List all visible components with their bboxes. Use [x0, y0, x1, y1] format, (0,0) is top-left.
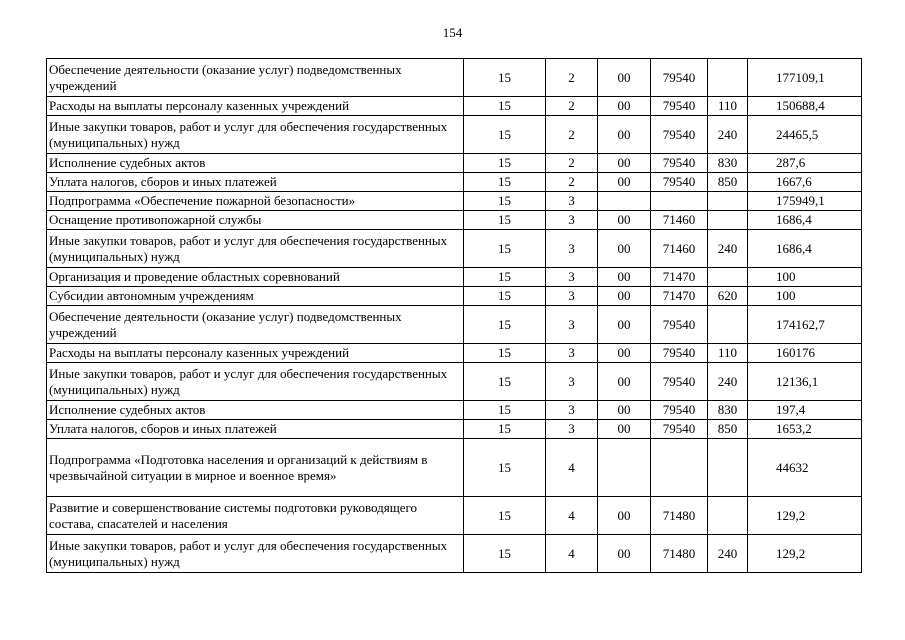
row-code: 79540 [651, 59, 708, 97]
row-code: 71470 [651, 287, 708, 306]
row-sub [598, 192, 651, 211]
row-amount: 100 [748, 268, 862, 287]
budget-table [46, 58, 862, 573]
row-gr: 15 [464, 287, 546, 306]
row-type: 110 [708, 344, 748, 363]
table-row [47, 497, 862, 535]
page-number: 154 [442, 25, 463, 40]
table-row [47, 268, 862, 287]
row-pr: 3 [546, 268, 598, 287]
row-name: Иные закупки товаров, работ и услуг для обеспечения государственных (муниципальных) нужд [47, 363, 464, 401]
row-amount: 100 [748, 287, 862, 306]
row-type [708, 439, 748, 497]
row-amount: 1667,6 [748, 173, 862, 192]
row-amount: 197,4 [748, 401, 862, 420]
row-amount: 1686,4 [748, 211, 862, 230]
row-amount: 1686,4 [748, 230, 862, 268]
row-pr: 4 [546, 439, 598, 497]
row-amount: 24465,5 [748, 116, 862, 154]
row-sub: 00 [598, 287, 651, 306]
row-code: 79540 [651, 344, 708, 363]
row-gr: 15 [464, 306, 546, 344]
row-code: 71480 [651, 535, 708, 573]
row-amount: 12136,1 [748, 363, 862, 401]
row-code: 71480 [651, 497, 708, 535]
row-type: 240 [708, 230, 748, 268]
row-pr: 2 [546, 97, 598, 116]
row-code: 79540 [651, 116, 708, 154]
row-amount: 174162,7 [748, 306, 862, 344]
row-gr: 15 [464, 401, 546, 420]
row-name: Исполнение судебных актов [47, 154, 464, 173]
row-gr: 15 [464, 97, 546, 116]
row-sub: 00 [598, 363, 651, 401]
row-pr: 2 [546, 59, 598, 97]
row-gr: 15 [464, 230, 546, 268]
row-sub: 00 [598, 535, 651, 573]
row-code: 79540 [651, 306, 708, 344]
row-type: 620 [708, 287, 748, 306]
row-sub: 00 [598, 401, 651, 420]
row-pr: 3 [546, 306, 598, 344]
row-sub: 00 [598, 268, 651, 287]
row-gr: 15 [464, 268, 546, 287]
row-name: Подпрограмма «Обеспечение пожарной безопасности» [47, 192, 464, 211]
row-pr: 3 [546, 420, 598, 439]
row-name: Уплата налогов, сборов и иных платежей [47, 420, 464, 439]
table-row [47, 97, 862, 116]
row-pr: 3 [546, 211, 598, 230]
row-sub: 00 [598, 154, 651, 173]
table-row [47, 116, 862, 154]
row-code [651, 192, 708, 211]
table-row [47, 173, 862, 192]
row-sub: 00 [598, 306, 651, 344]
row-gr: 15 [464, 211, 546, 230]
row-code [651, 439, 708, 497]
row-gr: 15 [464, 363, 546, 401]
row-amount: 129,2 [748, 497, 862, 535]
row-amount: 160176 [748, 344, 862, 363]
row-type: 240 [708, 535, 748, 573]
row-pr: 2 [546, 154, 598, 173]
row-pr: 2 [546, 173, 598, 192]
row-name: Оснащение противопожарной службы [47, 211, 464, 230]
row-sub: 00 [598, 59, 651, 97]
row-gr: 15 [464, 59, 546, 97]
table-row [47, 420, 862, 439]
row-pr: 2 [546, 116, 598, 154]
row-code: 79540 [651, 173, 708, 192]
row-name: Расходы на выплаты персоналу казенных учреждений [47, 97, 464, 116]
row-code: 79540 [651, 401, 708, 420]
row-code: 71470 [651, 268, 708, 287]
row-pr: 3 [546, 230, 598, 268]
table-row [47, 192, 862, 211]
table-row [47, 363, 862, 401]
row-amount: 44632 [748, 439, 862, 497]
row-type: 830 [708, 401, 748, 420]
row-name: Уплата налогов, сборов и иных платежей [47, 173, 464, 192]
row-pr: 4 [546, 535, 598, 573]
row-type: 850 [708, 420, 748, 439]
table-row [47, 306, 862, 344]
row-type [708, 211, 748, 230]
row-type: 850 [708, 173, 748, 192]
row-pr: 3 [546, 401, 598, 420]
row-pr: 4 [546, 497, 598, 535]
row-type: 240 [708, 116, 748, 154]
row-name: Обеспечение деятельности (оказание услуг) подведомственных учреждений [47, 306, 464, 344]
row-sub: 00 [598, 420, 651, 439]
table-row [47, 211, 862, 230]
row-pr: 3 [546, 287, 598, 306]
row-amount: 150688,4 [748, 97, 862, 116]
row-amount: 1653,2 [748, 420, 862, 439]
row-gr: 15 [464, 173, 546, 192]
row-code: 79540 [651, 420, 708, 439]
row-type [708, 192, 748, 211]
row-gr: 15 [464, 192, 546, 211]
row-amount: 177109,1 [748, 59, 862, 97]
row-code: 71460 [651, 230, 708, 268]
table-row [47, 154, 862, 173]
table-row [47, 535, 862, 573]
table-row [47, 439, 862, 497]
row-gr: 15 [464, 420, 546, 439]
row-code: 71460 [651, 211, 708, 230]
row-type: 110 [708, 97, 748, 116]
row-name: Расходы на выплаты персоналу казенных учреждений [47, 344, 464, 363]
row-sub: 00 [598, 497, 651, 535]
row-type: 830 [708, 154, 748, 173]
row-gr: 15 [464, 344, 546, 363]
row-name: Субсидии автономным учреждениям [47, 287, 464, 306]
row-amount: 287,6 [748, 154, 862, 173]
row-amount: 175949,1 [748, 192, 862, 211]
row-name: Развитие и совершенствование системы подготовки руководящего состава, спасателей и населения [47, 497, 464, 535]
row-type [708, 497, 748, 535]
row-gr: 15 [464, 154, 546, 173]
row-type [708, 306, 748, 344]
table-row [47, 230, 862, 268]
row-sub: 00 [598, 173, 651, 192]
row-name: Иные закупки товаров, работ и услуг для обеспечения государственных (муниципальных) нужд [47, 535, 464, 573]
table-row [47, 59, 862, 97]
row-pr: 3 [546, 363, 598, 401]
row-sub: 00 [598, 211, 651, 230]
row-name: Исполнение судебных актов [47, 401, 464, 420]
row-sub [598, 439, 651, 497]
row-gr: 15 [464, 116, 546, 154]
row-name: Организация и проведение областных соревнований [47, 268, 464, 287]
row-pr: 3 [546, 192, 598, 211]
row-amount: 129,2 [748, 535, 862, 573]
row-code: 79540 [651, 363, 708, 401]
row-gr: 15 [464, 439, 546, 497]
row-gr: 15 [464, 497, 546, 535]
row-sub: 00 [598, 230, 651, 268]
table-row [47, 287, 862, 306]
row-type [708, 268, 748, 287]
row-type [708, 59, 748, 97]
row-name: Подпрограмма «Подготовка населения и организаций к действиям в чрезвычайной ситуации в мирное и военное время» [47, 439, 464, 497]
row-gr: 15 [464, 535, 546, 573]
row-name: Иные закупки товаров, работ и услуг для обеспечения государственных (муниципальных) нужд [47, 230, 464, 268]
row-sub: 00 [598, 116, 651, 154]
row-name: Обеспечение деятельности (оказание услуг) подведомственных учреждений [47, 59, 464, 97]
row-pr: 3 [546, 344, 598, 363]
row-sub: 00 [598, 97, 651, 116]
row-name: Иные закупки товаров, работ и услуг для обеспечения государственных (муниципальных) нужд [47, 116, 464, 154]
row-sub: 00 [598, 344, 651, 363]
row-code: 79540 [651, 97, 708, 116]
table-row [47, 401, 862, 420]
row-type: 240 [708, 363, 748, 401]
row-code: 79540 [651, 154, 708, 173]
table-row [47, 344, 862, 363]
